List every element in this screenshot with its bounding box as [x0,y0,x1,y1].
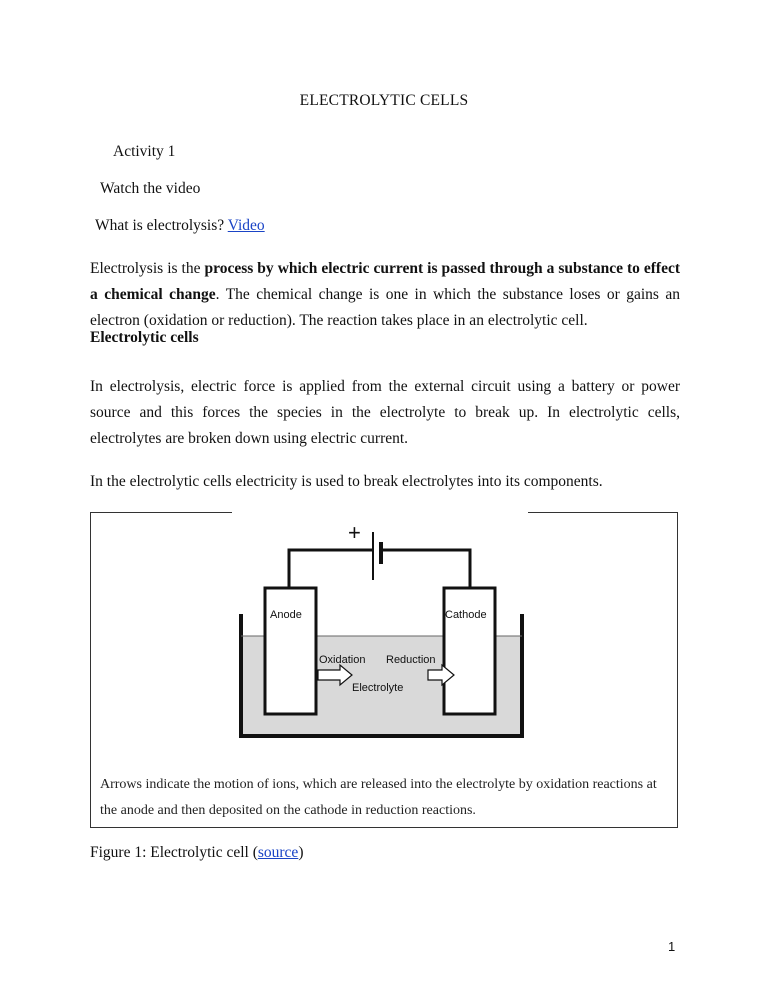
anode-label: Anode [270,609,302,621]
electrolytic-cell-diagram [228,512,538,744]
intro-paragraph [90,256,680,334]
section-heading: Electrolytic cells [90,329,199,346]
figure-caption: Arrows indicate the motion of ions, which are released into the electrolyte by oxidation reactions at the anode and then deposited on the cathode in reduction reactions. [100,777,657,818]
activity-label: Activity 1 [113,143,176,160]
plus-sign: + [348,520,361,545]
page-title: ELECTROLYTIC CELLS [299,92,469,109]
intro-definition-bold: process by which electric current is passed through a substance to effect a chemical change [90,260,681,303]
video-link[interactable]: Video [227,217,265,234]
oxidation-label: Oxidation [319,654,366,666]
electrolysis-paragraph: In electrolysis, electric force is applied from the external circuit using a battery or power source and this forces the species in the electrolyte to break up. In electrolytic cells, electrolytes are broken down using electric current. [90,378,680,447]
electrolyte-label: Electrolyte [352,682,404,694]
figure-label-close: ) [298,844,304,861]
anode-electrode [265,588,316,714]
components-paragraph: In the electrolytic cells electricity is used to break electrolytes into its components. [90,473,603,490]
what-is-text: What is electrolysis? [95,217,228,234]
intro-text-start: Electrolysis is the [90,260,205,277]
cathode-wire [381,550,470,588]
figure-label-text: Figure 1: Electrolytic cell ( [90,844,258,861]
watch-instruction: Watch the video [100,180,201,197]
source-link[interactable]: source [257,844,299,861]
what-is-electrolysis-line [95,217,265,235]
anode-wire [289,550,373,588]
reduction-label: Reduction [386,654,436,666]
page-number: 1 [668,939,676,954]
figure-label [90,844,303,862]
cathode-electrode [444,588,495,714]
cathode-label: Cathode [445,609,487,621]
intro-text-end: . The chemical change is one in which the substance loses or gains an electron (oxidation or reduction). The reaction takes place in an electrolytic cell. [90,286,680,329]
